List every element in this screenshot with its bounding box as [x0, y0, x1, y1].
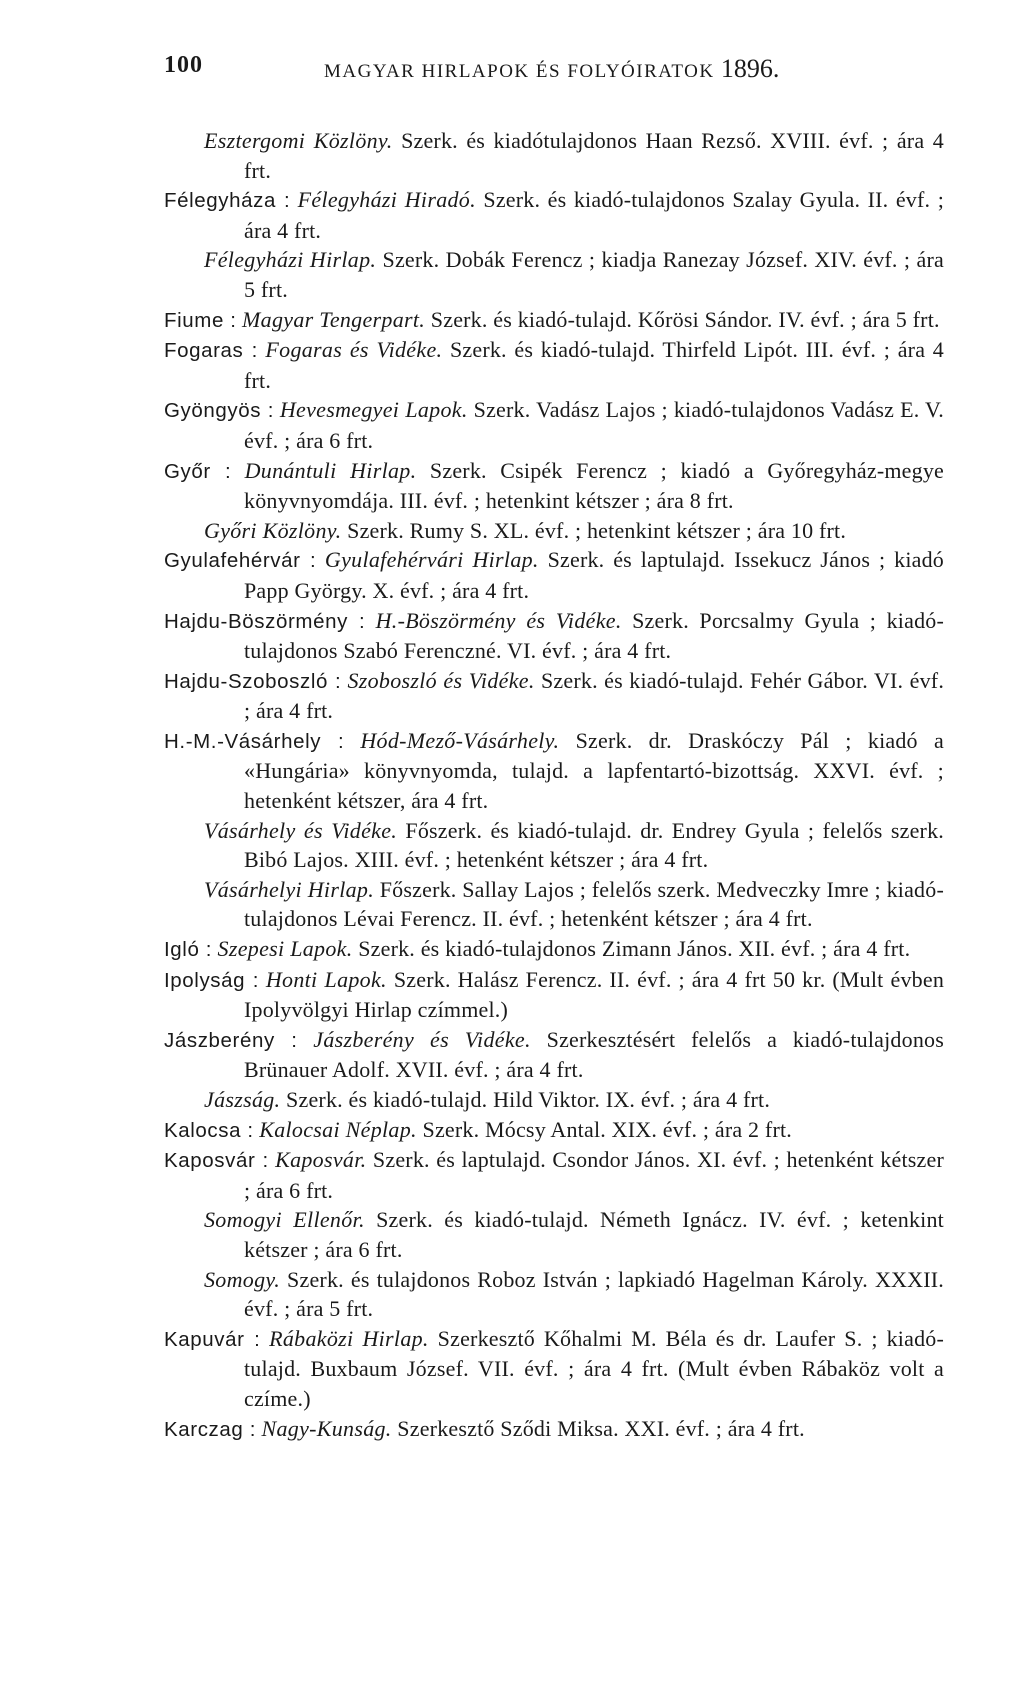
entry-place: Hajdu-Szoboszló : [164, 669, 342, 693]
entry-text: Szerk. és laptulajd. Csondor János. XI. évf. ; hetenként kétszer ; ára 6 frt. [244, 1147, 945, 1203]
entry-title: Félegyházi Hirlap. [204, 247, 377, 273]
entry-title: Hód-Mező-Vásárhely. [360, 727, 560, 753]
entry-title: Győri Közlöny. [204, 517, 342, 543]
list-item [164, 395, 944, 455]
list-item [164, 1145, 944, 1205]
entry-place: Kalocsa : [164, 1118, 254, 1142]
entry-text: Szerkesztő Kőhalmi M. Béla és dr. Laufer S. ; kiadó-tulajd. Buxbaum József. VII. évf. ; ára 4 frt. (Mult évben Rábaköz volt a czíme.) [244, 1325, 944, 1411]
list-item [164, 934, 944, 965]
entry-place: Fogaras : [164, 339, 258, 363]
list-item [164, 726, 944, 816]
entry-text: Szerkesztő Sződi Miksa. XXI. évf. ; ára 4 frt. [391, 1415, 805, 1441]
list-item [164, 1115, 944, 1146]
entry-title: Rábaközi Hirlap. [269, 1325, 429, 1351]
entry-text: Szerk. és kiadó-tulajd. Hild Viktor. IX. évf. ; ára 4 frt. [280, 1087, 771, 1112]
entry-text: Szerkesztésért felelős a kiadó-tulajdonos Brünauer Adolf. XVII. évf. ; ára 4 frt. [244, 1026, 944, 1083]
list-item [164, 1414, 944, 1445]
entry-title: Hevesmegyei Lapok. [279, 397, 468, 423]
entry-place: Kaposvár : [164, 1149, 269, 1173]
entry-text: Szerk. Halász Ferencz. II. évf. ; ára 4 frt 50 kr. (Mult évben Ipolyvölgyi Hirlap czímmel.) [244, 966, 945, 1023]
entry-place: Győr : [164, 459, 232, 483]
entry-place: H.-M.-Vásárhely : [164, 729, 345, 753]
entry-title: Fogaras és Vidéke. [265, 337, 443, 363]
list-item [164, 1265, 944, 1324]
entry-title: Honti Lapok. [265, 966, 387, 992]
entry-title: Vásárhelyi Hirlap. [204, 876, 375, 902]
entry-place: Gyulafehérvár : [164, 549, 317, 573]
entry-title: Somogy. [204, 1266, 281, 1292]
entry-text: Szerk. és kiadó-tulajd. Kőrösi Sándor. IV. évf. ; ára 5 frt. [425, 306, 940, 332]
entry-place: Félegyháza : [164, 189, 291, 213]
list-item [164, 335, 944, 395]
entry-place: Ipolyság : [164, 968, 260, 992]
list-item [164, 875, 944, 934]
running-head [164, 50, 944, 84]
entry-text: Szerk. és kiadó-tulajd. Thirfeld Lipót. III. évf. ; ára 4 frt. [244, 337, 945, 393]
entry-title: Magyar Tengerpart. [242, 306, 426, 332]
entry-text: Szerk. Porcsalmy Gyula ; kiadó-tulajdonos Szabó Ferenczné. VI. évf. ; ára 4 frt. [244, 607, 944, 664]
entry-text: Szerk. és kiadó-tulajdonos Szalay Gyula. II. évf. ; ára 4 frt. [244, 187, 945, 243]
entry-place: Jászberény : [164, 1028, 298, 1052]
entry-list [164, 126, 944, 1444]
entry-title: Dunántuli Hirlap. [244, 457, 417, 483]
entry-place: Kapuvár : [164, 1327, 261, 1351]
entry-text: Szerk. és kiadó-tulajd. Németh Ignácz. IV. évf. ; ketenkint kétszer ; ára 6 frt. [244, 1207, 944, 1262]
entry-text: Szerk. Vadász Lajos ; kiadó-tulajdonos Vadász E. V. évf. ; ára 6 frt. [244, 397, 944, 453]
entry-place: Gyöngyös : [164, 399, 275, 423]
entry-text: Szerk. és kiadótulajdonos Haan Rezső. XVIII. évf. ; ára 4 frt. [244, 128, 944, 183]
list-item [164, 816, 944, 875]
entry-title: Szoboszló és Vidéke. [347, 667, 535, 693]
list-item [164, 456, 944, 516]
page-number: 100 [164, 52, 203, 78]
entry-place: Fiume : [164, 308, 237, 332]
list-item [164, 126, 944, 185]
list-item [164, 1085, 944, 1115]
entry-place: Igló : [164, 938, 213, 962]
entry-title: Jászberény és Vidéke. [313, 1026, 531, 1052]
entry-title: Jászság. [204, 1087, 281, 1112]
list-item [164, 1205, 944, 1264]
running-head-year: 1896. [720, 54, 780, 83]
entry-place: Hajdu-Böszörmény : [164, 609, 366, 633]
entry-text: Szerk. Mócsy Antal. XIX. évf. ; ára 2 frt. [416, 1116, 792, 1142]
entry-title: Gyulafehérvári Hirlap. [324, 547, 539, 573]
entry-text: Szerk. és kiadó-tulajdonos Zimann János. XII. évf. ; ára 4 frt. [352, 936, 911, 962]
running-head-title-text: MAGYAR HIRLAPOK ÉS FOLYÓIRATOK [324, 61, 715, 82]
entry-title: Szepesi Lapok. [217, 936, 353, 962]
entry-title: Esztergomi Közlöny. [204, 128, 393, 153]
entry-text: Főszerk. és kiadó-tulajd. dr. Endrey Gyula ; felelős szerk. Bibó Lajos. XIII. évf. ; hetenként kétszer ; ára 4 frt. [244, 817, 944, 873]
entry-text: Szerk. és kiadó-tulajd. Fehér Gábor. VI. évf. ; ára 4 frt. [244, 667, 945, 724]
list-item [164, 666, 944, 726]
list-item [164, 185, 944, 245]
entry-text: Szerk. Dobák Ferencz ; kiadja Ranezay József. XIV. évf. ; ára 5 frt. [244, 247, 944, 302]
entry-text: Szerk. Rumy S. XL. évf. ; hetenkint kétszer ; ára 10 frt. [341, 517, 847, 543]
list-item [164, 545, 944, 605]
entry-title: Kaposvár. [275, 1147, 367, 1173]
entry-title: Kalocsai Néplap. [259, 1116, 417, 1142]
entry-title: Nagy-Kunság. [261, 1415, 392, 1441]
running-head-title [324, 54, 779, 84]
list-item [164, 305, 944, 336]
list-item [164, 1324, 944, 1414]
entry-title: Vásárhely és Vidéke. [204, 817, 398, 843]
entry-text: Szerk. dr. Draskóczy Pál ; kiadó a «Hungária» könyvnyomda, tulajd. a lapfentartó-bizottság. XXVI. évf. ; hetenként kétszer, ára 4 frt. [244, 727, 945, 814]
list-item [164, 965, 944, 1025]
list-item [164, 606, 944, 666]
entry-title: H.-Böszörmény és Vidéke. [375, 607, 622, 633]
entry-text: Szerk. Csipék Ferencz ; kiadó a Győregyház-megye könyvnyomdája. III. évf. ; hetenkint kétszer ; ára 8 frt. [244, 457, 945, 514]
entry-text: Szerk. és tulajdonos Roboz István ; lapkiadó Hagelman Károly. XXXII. évf. ; ára 5 frt. [244, 1266, 944, 1322]
entry-title: Félegyházi Hiradó. [297, 187, 476, 213]
entry-place: Karczag : [164, 1417, 256, 1441]
list-item [164, 245, 944, 304]
entry-text: Szerk. és laptulajd. Issekucz János ; kiadó Papp György. X. évf. ; ára 4 frt. [244, 547, 944, 603]
entry-title: Somogyi Ellenőr. [204, 1207, 365, 1233]
list-item [164, 516, 944, 546]
list-item [164, 1025, 944, 1085]
entry-text: Főszerk. Sallay Lajos ; felelős szerk. Medveczky Imre ; kiadó-tulajdonos Lévai Ferencz. II. évf. ; hetenként kétszer ; ára 4 frt. [244, 876, 944, 932]
